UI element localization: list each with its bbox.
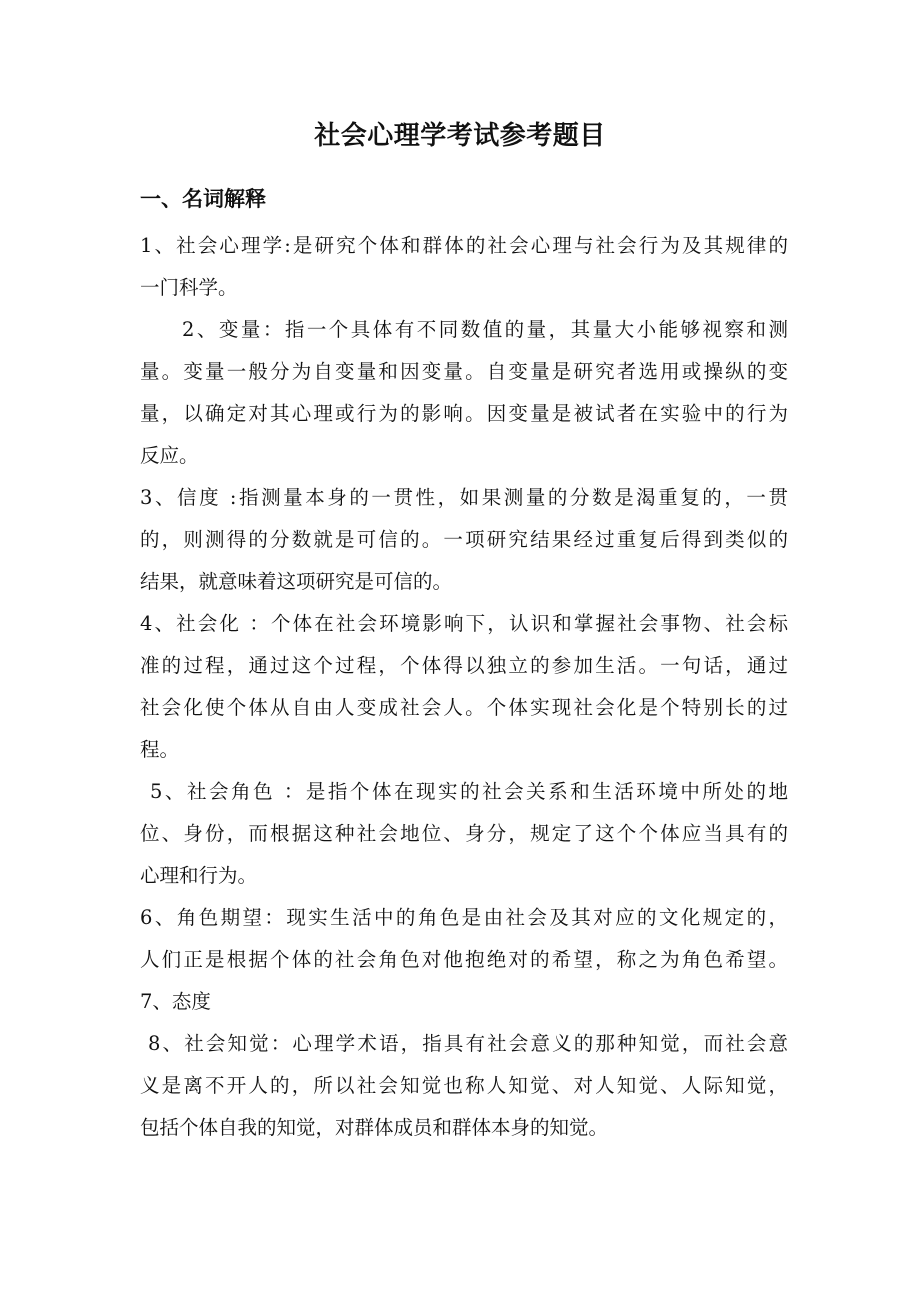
term-line: 社会化使个体从自由人变成社会人。个体实现社会化是个特别长的过	[140, 696, 788, 719]
term-line: 一门科学。	[140, 276, 238, 299]
term-line: 人们正是根据个体的社会角色对他抱绝对的希望，称之为角色希望。	[140, 948, 788, 971]
term-line: 1、社会心理学:是研究个体和群体的社会心理与社会行为及其规律的	[140, 234, 788, 257]
term-line: 反应。	[140, 444, 199, 467]
term-line: 结果，就意味着这项研究是可信的。	[140, 570, 453, 593]
term-line: 4、社会化 ：个体在社会环境影响下，认识和掌握社会事物、社会标	[140, 612, 788, 635]
term-line: 8、社会知觉：心理学术语，指具有社会意义的那种知觉，而社会意	[148, 1032, 788, 1055]
term-entry-7	[140, 981, 788, 1023]
term-line: 量。变量一般分为自变量和因变量。自变量是研究者选用或操纵的变	[140, 360, 788, 383]
term-line: 准的过程，通过这个过程，个体得以独立的参加生活。一句话，通过	[140, 654, 788, 677]
term-line: 2、变量：指一个具体有不同数值的量，其量大小能够视察和测	[182, 318, 788, 341]
term-line: 程。	[140, 738, 180, 761]
term-line: 义是离不开人的，所以社会知觉也称人知觉、对人知觉、人际知觉，	[140, 1074, 788, 1097]
section-heading: 一、名词解释	[140, 187, 266, 211]
term-entry-2	[140, 309, 788, 477]
term-line: 6、角色期望：现实生活中的角色是由社会及其对应的文化规定的，	[140, 906, 788, 929]
term-entry-4	[140, 603, 788, 771]
term-line: 心理和行为。	[140, 864, 258, 887]
term-entry-1	[140, 225, 788, 309]
term-entry-3	[140, 477, 788, 603]
term-entry-8	[140, 1023, 788, 1149]
page-title: 社会心理学考试参考题目	[314, 121, 606, 151]
term-line: 量，以确定对其心理或行为的影响。因变量是被试者在实验中的行为	[140, 402, 788, 425]
term-line: 7、态度	[140, 990, 211, 1013]
term-entry-6	[140, 897, 788, 981]
terms-list	[140, 225, 788, 1149]
term-line: 位、身份，而根据这种社会地位、身分，规定了这个个体应当具有的	[140, 822, 788, 845]
term-entry-5	[140, 771, 788, 897]
term-line: 的，则测得的分数就是可信的。一项研究结果经过重复后得到类似的	[140, 528, 788, 551]
term-line: 包括个体自我的知觉，对群体成员和群体本身的知觉。	[140, 1116, 609, 1139]
term-line: 5、社会角色 ：是指个体在现实的社会关系和生活环境中所处的地	[150, 780, 788, 803]
term-line: 3、信度 :指测量本身的一贯性，如果测量的分数是渴重复的，一贯	[140, 486, 788, 509]
